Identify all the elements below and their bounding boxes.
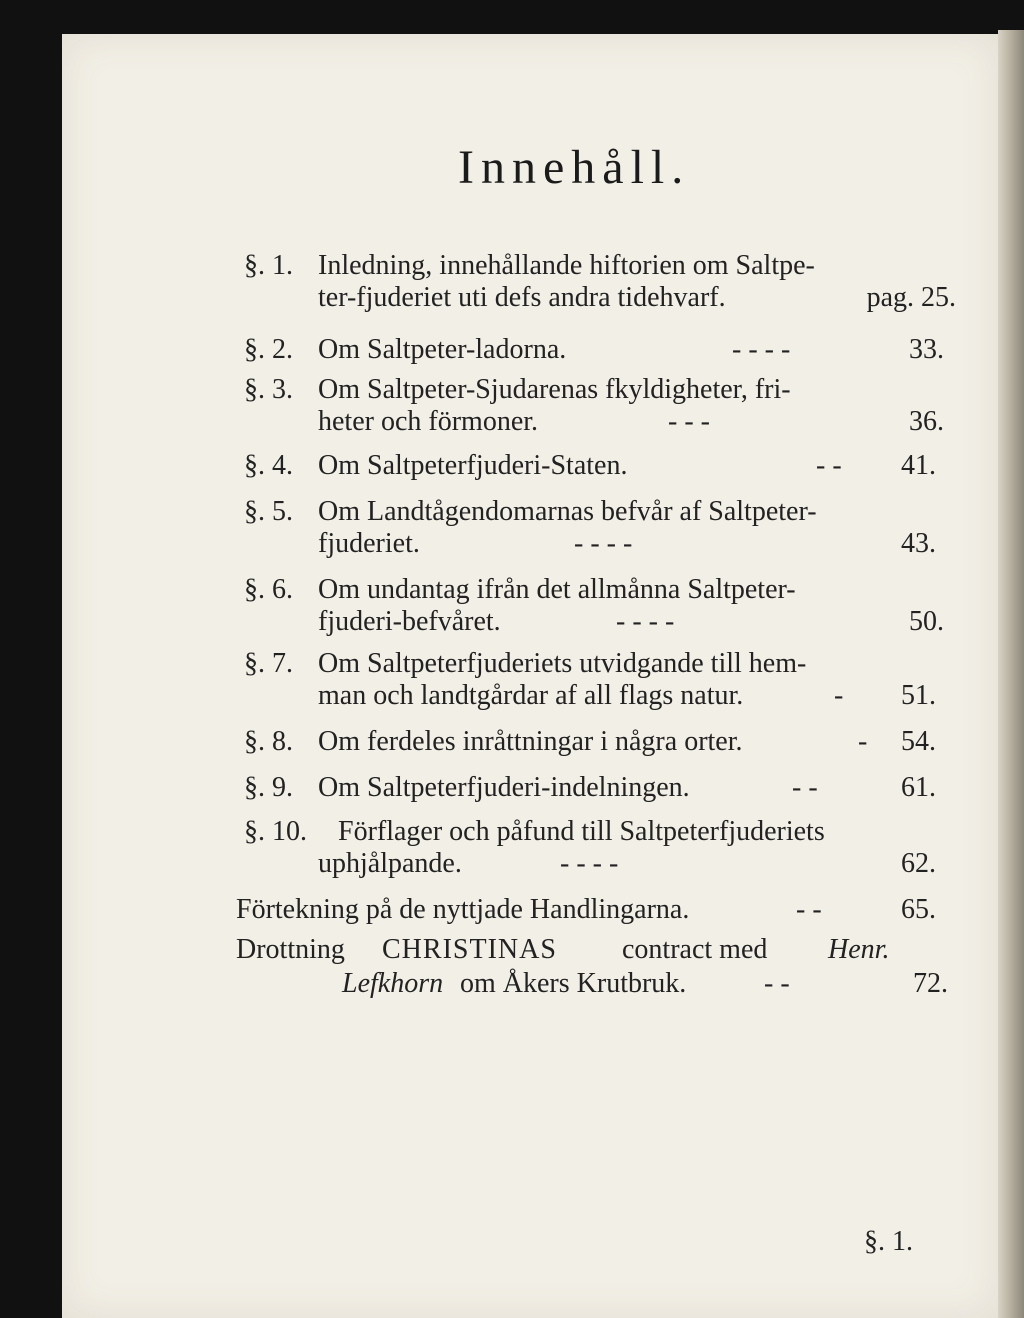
- section-number: §. 4.: [244, 450, 293, 481]
- toc-entry: [244, 248, 944, 284]
- toc-entry-appendix: [236, 932, 936, 968]
- section-number: §. 5.: [244, 496, 293, 527]
- toc-entry: [244, 332, 944, 368]
- section-number: §. 3.: [244, 374, 293, 405]
- page-number: 50.: [909, 606, 944, 637]
- toc-entry-continued: [244, 678, 936, 714]
- section-number: §. 10.: [244, 816, 307, 847]
- entry-title: Om ferdeles inråttningar i några orter.: [318, 726, 743, 757]
- leader-dashes: - -: [816, 450, 842, 481]
- catchword: §. 1.: [864, 1226, 913, 1257]
- leader-dashes: - - - -: [732, 334, 791, 365]
- toc-entry: [244, 814, 944, 850]
- leader-dashes: - - - -: [560, 848, 619, 879]
- page-number: 54.: [901, 726, 936, 757]
- leader-dashes: -: [858, 726, 868, 757]
- page-number: 61.: [901, 772, 936, 803]
- toc-entry-continued: [244, 604, 944, 640]
- entry-title: Förflager och påfund till Saltpeterfjuderiets: [338, 816, 825, 847]
- leader-dashes: - - - -: [574, 528, 633, 559]
- toc-entry: [244, 372, 944, 408]
- toc-entry-continued: [244, 404, 944, 440]
- entry-title-line2: fjuderi-befvåret.: [318, 606, 501, 637]
- toc-entry-continued: [244, 846, 936, 882]
- entry-title-cont: contract med: [622, 934, 768, 965]
- toc-entry: [244, 646, 944, 682]
- page-number: 43.: [901, 528, 936, 559]
- toc-entry-continued: [236, 966, 948, 1002]
- leader-dashes: - -: [796, 894, 822, 925]
- page-number: 65.: [901, 894, 936, 925]
- leader-dashes: - - - -: [616, 606, 675, 637]
- section-number: §. 1.: [244, 250, 293, 281]
- entry-title-line2: fjuderiet.: [318, 528, 420, 559]
- toc-entry: [244, 448, 936, 484]
- entry-title-name: Henr.: [828, 934, 890, 965]
- page-number: 72.: [913, 968, 948, 999]
- entry-title: Om Saltpeterfjuderi-Staten.: [318, 450, 628, 481]
- entry-title: Inledning, innehållande hiftorien om Saltpe-: [318, 250, 815, 281]
- toc-entry: [244, 770, 936, 806]
- leader-dashes: - -: [792, 772, 818, 803]
- toc-entry-continued: [244, 280, 956, 316]
- toc-entry-appendix: [236, 892, 936, 928]
- toc-entry: [244, 572, 944, 608]
- entry-title-line2: uphjålpande.: [318, 848, 462, 879]
- page-number: 33.: [909, 334, 944, 365]
- page-number: 62.: [901, 848, 936, 879]
- section-number: §. 6.: [244, 574, 293, 605]
- entry-title: Om Landtågendomarnas befvår af Saltpeter-: [318, 496, 817, 527]
- entry-title: Om Saltpeterfjuderi-indelningen.: [318, 772, 690, 803]
- entry-title: Om Saltpeter-ladorna.: [318, 334, 567, 365]
- section-number: §. 2.: [244, 334, 293, 365]
- entry-title-caps: CHRISTINAS: [382, 934, 557, 965]
- toc-entry-continued: [244, 526, 936, 562]
- section-number: §. 9.: [244, 772, 293, 803]
- leader-dashes: - -: [764, 968, 790, 999]
- section-number: §. 8.: [244, 726, 293, 757]
- entry-title-line2: man och landtgårdar af all flags natur.: [318, 680, 744, 711]
- entry-title: Om Saltpeterfjuderiets utvidgande till hem-: [318, 648, 807, 679]
- leader-dashes: - - -: [668, 406, 710, 437]
- page-number: 51.: [901, 680, 936, 711]
- entry-title: Drottning: [236, 934, 345, 965]
- entry-title: Förtekning på de nyttjade Handlingarna.: [236, 894, 690, 925]
- section-number: §. 7.: [244, 648, 293, 679]
- entry-title-line2: heter och förmoner.: [318, 406, 539, 437]
- page-number: 36.: [909, 406, 944, 437]
- page-title: Innehåll.: [458, 141, 691, 194]
- page-number: pag. 25.: [866, 282, 956, 313]
- entry-title-line2: ter-fjuderiet uti defs andra tidehvarf.: [318, 282, 726, 313]
- page-number: 41.: [901, 450, 936, 481]
- entry-title: Om Saltpeter-Sjudarenas fkyldigheter, fri-: [318, 374, 791, 405]
- entry-title: Om undantag ifrån det allmånna Saltpeter-: [318, 574, 796, 605]
- toc-entry: [244, 494, 944, 530]
- leader-dashes: -: [834, 680, 844, 711]
- entry-title-name: Lefkhorn: [342, 968, 444, 999]
- toc-entry: [244, 724, 936, 760]
- entry-title-line2: om Åkers Krutbruk.: [460, 968, 687, 999]
